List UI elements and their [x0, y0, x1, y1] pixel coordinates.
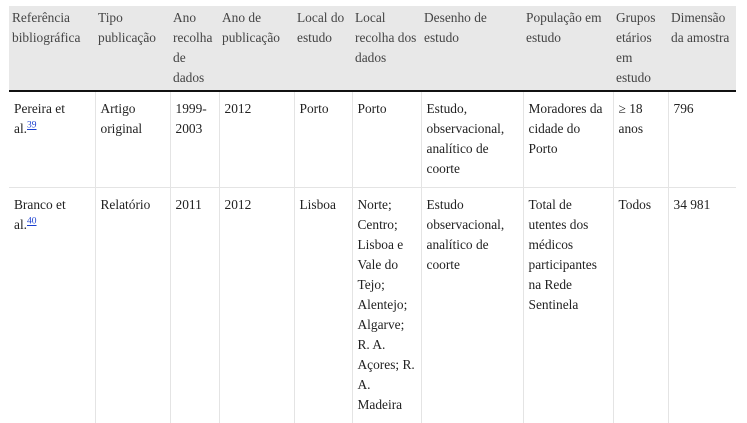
cell-local-estudo: Porto	[294, 91, 352, 188]
cell-referencia	[9, 188, 95, 423]
cell-ano-publicacao: 2012	[219, 91, 294, 188]
cell-populacao: Total de utentes dos médicos participantes na Rede Sentinela	[523, 188, 613, 423]
header-local-recolha: Local recolha dos dados	[352, 6, 421, 91]
cell-tipo: Artigo original	[95, 91, 170, 188]
header-local-estudo: Local do estudo	[294, 6, 352, 91]
cell-ano-publicacao: 2012	[219, 188, 294, 423]
cell-local-estudo: Lisboa	[294, 188, 352, 423]
cell-local-recolha: Porto	[352, 91, 421, 188]
cell-ano-recolha: 2011	[170, 188, 219, 423]
studies-table	[9, 6, 736, 423]
header-grupos: Grupos etários em estudo	[613, 6, 668, 91]
cell-populacao: Moradores da cidade do Porto	[523, 91, 613, 188]
cell-desenho: Estudo observacional, analítico de coorte	[421, 188, 523, 423]
table-row	[9, 188, 736, 423]
cell-grupos: ≥ 18 anos	[613, 91, 668, 188]
table-header-row	[9, 6, 736, 91]
ref-text: Pereira et al.	[14, 101, 65, 136]
header-populacao: População em estudo	[523, 6, 613, 91]
header-dimensao: Dimensão da amostra	[668, 6, 736, 91]
table-row	[9, 91, 736, 188]
header-tipo: Tipo publicação	[95, 6, 170, 91]
cell-dimensao: 34 981	[668, 188, 736, 423]
header-ano-publicacao: Ano de publicação	[219, 6, 294, 91]
studies-table-container	[9, 6, 736, 423]
cell-referencia	[9, 91, 95, 188]
cell-tipo: Relatório	[95, 188, 170, 423]
citation-link[interactable]: 39	[27, 121, 37, 131]
citation-link[interactable]: 40	[27, 217, 37, 227]
header-desenho: Desenho de estudo	[421, 6, 523, 91]
cell-ano-recolha: 1999-2003	[170, 91, 219, 188]
cell-grupos: Todos	[613, 188, 668, 423]
cell-local-recolha: Norte; Centro; Lisboa e Vale do Tejo; Alentejo; Algarve; R. A. Açores; R. A. Madeira	[352, 188, 421, 423]
header-referencia: Referência bibliográfica	[9, 6, 95, 91]
cell-desenho: Estudo, observacional, analítico de coorte	[421, 91, 523, 188]
cell-dimensao: 796	[668, 91, 736, 188]
header-ano-recolha: Ano recolha de dados	[170, 6, 219, 91]
ref-text: Branco et al.	[14, 197, 66, 232]
